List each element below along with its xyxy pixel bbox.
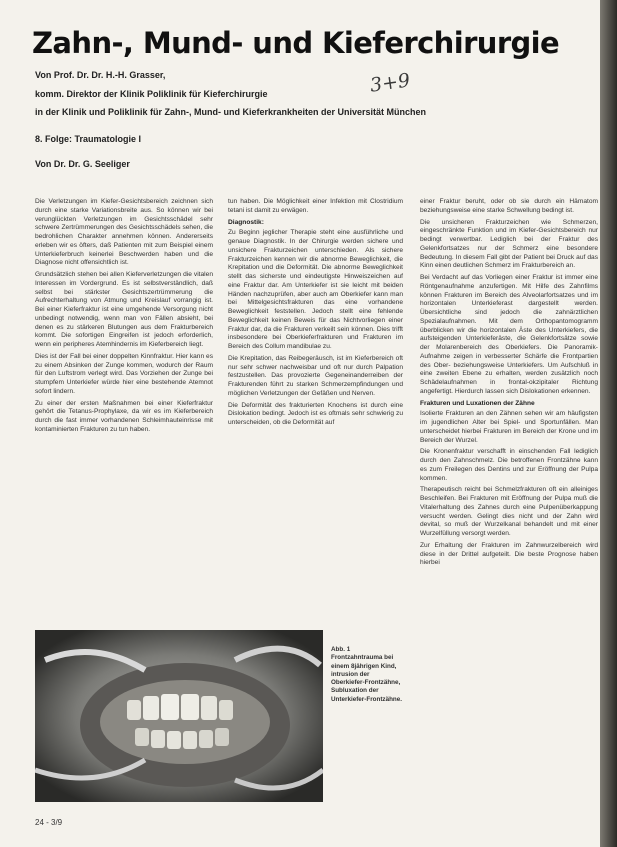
page-number: 24 - 3/9 — [35, 818, 63, 827]
second-author-line: Von Dr. Dr. G. Seeliger — [35, 159, 130, 169]
paragraph: Grundsätzlich stehen bei allen Kieferverletzungen die vitalen Interessen im Vordergrund. Es ist selbstverständlich, daß selbst bei stärkster Gesichtszertrümmerung die Aufrechterhaltung von Atmung und Kreislauf vorrangig ist. Bei einer Kieferfraktur ist eine umgehende Versorgung nicht unbedingt notwendig, wenn man von Fällen absieht, bei denen es zu stärkeren Blutungen aus dem Frakturbereich kommt. Die sofortigen Eingreifen ist jedoch erforderlich, wenn ein peripheres Atemhindernis im Kieferbereich liegt. — [35, 271, 213, 348]
director-line: komm. Direktor der Klinik Poliklinik für Kieferchirurgie — [35, 89, 268, 99]
handwritten-note: 3+9 — [368, 69, 412, 97]
paragraph: Die Kronenfraktur verschafft in einschenden Fall lediglich durch den Zahnschmelz. Die betroffenen Frontzähne kann es zum Freilegen des Dentins und zur Eröffnung der Pulpa kommen. — [420, 448, 598, 482]
paragraph: Die Deformität des frakturierten Knochens ist durch eine Dislokation bedingt. Jedoch ist es oftmals sehr schwierig zu unterscheiden, ob die Deformität auf — [228, 401, 403, 426]
paragraph: Die Krepitation, das Reibegeräusch, ist im Kieferbereich oft nur sehr schwer nachweisbar und oft nur durch Palpation festzustellen. Das provozierte Gegeneinanderreiben der Frakturenden führt zu starken Schmerzempfindungen und möglichen Verletzungen der Gefäßen und Nerven. — [228, 354, 403, 397]
paragraph: einer Fraktur beruht, oder ob sie durch ein Hämatom beziehungsweise eine starke Schwellung bedingt ist. — [420, 198, 598, 214]
text-column-1 — [35, 198, 213, 624]
clinical-photo — [35, 630, 323, 802]
author-line: Von Prof. Dr. Dr. H.-H. Grasser, — [35, 70, 166, 80]
text-column-2 — [228, 198, 403, 624]
paragraph: Zur Erhaltung der Frakturen im Zahnwurzelbereich wird diese in der Drittel aufgeteilt. Die beste Prognose haben hierbei — [420, 541, 598, 567]
scan-edge-shadow — [600, 0, 617, 847]
text-column-3 — [420, 198, 598, 808]
paragraph: Dies ist der Fall bei einer doppelten Kinnfraktur. Hier kann es zu einem Absinken der Zunge kommen, wodurch der Raum für den Luftstrom verlegt wird. Das Vorziehen der Zunge bei stumpfem Unterkiefer würde hier eine bestehende Atemnot sofort lindern. — [35, 352, 213, 395]
figure-caption: Abb. 1 Frontzahntrauma bei einem 8jährigen Kind, intrusion der Oberkiefer-Frontzähne, Subluxation der Unterkiefer-Frontzähne. — [331, 646, 403, 703]
clinic-line: in der Klinik und Poliklinik für Zahn-, Mund- und Kieferkrankheiten der Universität München — [35, 107, 427, 117]
paragraph: Die unsicheren Frakturzeichen wie Schmerzen, eingeschränkte Funktion und im Kiefer-Gesichtsbereich nur bedingt verwertbar. Lediglich bei der Fraktur des Gelenkfortsatzes nur der Schmerz eine besondere Bedeutung. In diesem Fall gibt der Patient bei Druck auf das Kinn einen deutlichen Schmerz im Frakturbereich an. — [420, 218, 598, 270]
paragraph: Zu einer der ersten Maßnahmen bei einer Kieferfraktur gehört die Tetanus-Prophylaxe, da wir es im Kieferbereich durch die fast immer vorhandenen Schleimhauteinrisse mit kontaminierten Frakturen zu tun haben. — [35, 399, 213, 433]
section-heading-diagnostics: Diagnostik: — [228, 218, 264, 226]
paragraph: Die Verletzungen im Kiefer-Gesichtsbereich zeichnen sich durch eine starke Variationsbreite aus. So können wir bei verunglückten Verletzungen im Gesichtsschädel sehr schwere Zertrümmerungen des Gesichtsschädels sehen, die bedrohlichen Charakter annehmen können. Andererseits erleben wir es öfters, daß Patienten mit zum Beispiel einem Unterkieferbruch keinerlei Beschwerden haben und die Diagnose nicht offensichtlich ist. — [35, 198, 213, 267]
section-heading-teeth: Frakturen und Luxationen der Zähne — [420, 399, 535, 407]
paragraph: Zu Beginn jeglicher Therapie steht eine ausführliche und genaue Diagnostik. In der Chirurgie werden sichere und unsichere Frakturzeichen unterschieden. Als sichere Frakturzeichen kennen wir die abnorme Beweglichkeit, die Krepitation und die Deformität. Die abnorme Beweglichkeit stellt das sicherste und eindeutigste Hinweiszeichen auf eine Fraktur dar. Am Unterkiefer ist sie leicht mit beiden Händen nachzuprüfen, aber auch am Oberkiefer kann man bei Mittelgesichtsfrakturen das eine vorhandene Beweglichkeit feststellen. Jedoch stellt eine fehlende Beweglichkeit keinen Beweis für das Nichtvorliegen einer Fraktur dar, da die Frakturen verkeilt sein können. Dies trifft insbesondere bei Oberkieferfrakturen und Frakturen im Bereich des Collum mandibulae zu. — [228, 229, 403, 350]
clinical-photo-image — [35, 630, 323, 802]
paragraph: Isolierte Frakturen an den Zähnen sehen wir am häufigsten im jugendlichen Alter bei Spiel- und Sportunfällen. Man unterscheidet hierbei Frakturen im Bereich der Krone und im Bereich der Wurzel. — [420, 410, 598, 444]
paragraph: tun haben. Die Möglichkeit einer Infektion mit Clostridium tetani ist damit zu erwägen. — [228, 198, 403, 214]
paragraph: Therapeutisch reicht bei Schmelzfrakturen oft ein alleiniges Beschleifen. Bei Frakturen mit Eröffnung der Pulpa muß die Vitalerhaltung des Zahnes durch eine Pulpenüberkappung versucht werden. Gelingt dies nicht und der Zahn wird devital, so muß der Wurzelkanal behandelt und mit einer Wurzelfüllung versorgt werden. — [420, 486, 598, 537]
series-line: 8. Folge: Traumatologie I — [35, 134, 142, 144]
paragraph: Bei Verdacht auf das Vorliegen einer Fraktur ist immer eine Röntgenaufnahme anzufertigen. Mit Hilfe des Zahnfilms können Frakturen im Bereich des Alveolarfortsatzes und im horizontalen Unterkieferast dargestellt werden. Übersichtliche sind jedoch die zahnärztlichen Spezialaufnahmen. Mit dem Orthopantomogramm überblicken wir die horizontalen Äste des Unterkiefers, die aufsteigenden Unterkieferäste, die Gelenkfortsätze sowie der Molarenbereich des Oberkiefers. Die Panoramik-Aufnahme zeigen in verbesserter Schärfe die Frontpartien des Ober- beziehungsweise Unterkiefers. Um Aufschluß in eine zweiten Ebene zu erhalten, werden zusätzlich noch Schädelaufnahmen in frontal-okzipitaler Richtung angefertigt. Hierdurch lassen sich Dislokationen erkennen. — [420, 274, 598, 395]
page-title: Zahn-, Mund- und Kieferchirurgie — [32, 26, 560, 60]
